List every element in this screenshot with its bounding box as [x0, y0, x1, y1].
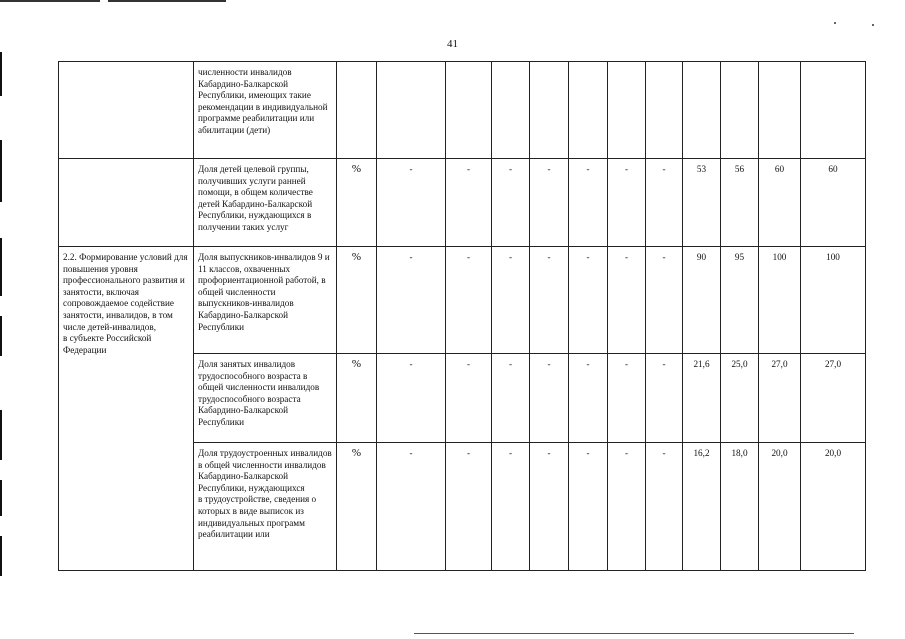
value-cell: - — [530, 443, 569, 571]
value-cell: - — [608, 354, 646, 443]
unit-cell: % — [337, 247, 377, 354]
bottom-rule — [414, 633, 854, 634]
value-cell: 18,0 — [721, 443, 759, 571]
value-cell: 27,0 — [801, 354, 866, 443]
value-cell: - — [377, 354, 446, 443]
task-cell: 2.2. Формирование условий для повышения уровня профессионального развития и занятости, включая сопровождаемое содействие занятости, инвалидов, в том числе детей-инвалидов, в субъекте Российской Федерации — [59, 247, 194, 571]
value-cell: - — [646, 443, 683, 571]
scan-speck — [834, 22, 836, 24]
value-cell: 95 — [721, 247, 759, 354]
value-cell: - — [446, 159, 492, 247]
value-cell — [759, 62, 801, 159]
indicator-cell: Доля трудоустроенных инвалидов в общей численности инвалидов Кабардино-Балкарской Республики, нуждающихся в трудоустройстве, сведения о которых в виде выписок из индивидуальных программ реабилитации или — [194, 443, 337, 571]
value-cell: 60 — [759, 159, 801, 247]
value-cell: 20,0 — [801, 443, 866, 571]
value-cell: 21,6 — [683, 354, 721, 443]
value-cell: - — [377, 159, 446, 247]
indicator-cell: Доля занятых инвалидов трудоспособного возраста в общей численности инвалидов трудоспособного возраста Кабардино-Балкарской Республики — [194, 354, 337, 443]
value-cell — [683, 62, 721, 159]
value-cell: - — [492, 247, 530, 354]
value-cell — [801, 62, 866, 159]
value-cell — [492, 62, 530, 159]
value-cell: - — [646, 247, 683, 354]
binder-mark — [0, 52, 2, 96]
value-cell: 20,0 — [759, 443, 801, 571]
unit-cell: % — [337, 443, 377, 571]
value-cell — [377, 62, 446, 159]
value-cell: - — [569, 247, 608, 354]
table-row — [59, 159, 866, 247]
binder-mark — [0, 536, 2, 576]
binder-mark — [0, 238, 2, 296]
value-cell: - — [492, 354, 530, 443]
binder-mark — [0, 316, 2, 356]
binder-mark — [0, 140, 2, 202]
task-cell — [59, 159, 194, 247]
unit-cell — [337, 62, 377, 159]
value-cell: 100 — [759, 247, 801, 354]
value-cell: 56 — [721, 159, 759, 247]
unit-cell: % — [337, 159, 377, 247]
unit-cell: % — [337, 354, 377, 443]
value-cell: 90 — [683, 247, 721, 354]
table-row — [59, 247, 866, 354]
value-cell: - — [608, 443, 646, 571]
value-cell: - — [492, 159, 530, 247]
value-cell: - — [646, 159, 683, 247]
indicator-cell: численности инвалидов Кабардино-Балкарской Республики, имеющих такие рекомендации в индивидуальной программе реабилитации или абилитации (дети) — [194, 62, 337, 159]
task-cell — [59, 62, 194, 159]
value-cell — [446, 62, 492, 159]
value-cell — [608, 62, 646, 159]
value-cell: - — [569, 443, 608, 571]
binder-mark — [0, 410, 2, 460]
value-cell: - — [569, 159, 608, 247]
value-cell: - — [530, 159, 569, 247]
indicators-table — [58, 61, 866, 571]
value-cell: - — [446, 354, 492, 443]
table-row — [59, 62, 866, 159]
scan-top-line — [0, 0, 100, 2]
value-cell: - — [569, 354, 608, 443]
value-cell: - — [446, 443, 492, 571]
value-cell: 100 — [801, 247, 866, 354]
value-cell: 53 — [683, 159, 721, 247]
value-cell: - — [492, 443, 530, 571]
value-cell: - — [646, 354, 683, 443]
value-cell: - — [530, 354, 569, 443]
value-cell — [530, 62, 569, 159]
value-cell: - — [608, 159, 646, 247]
value-cell: 27,0 — [759, 354, 801, 443]
value-cell: 60 — [801, 159, 866, 247]
value-cell: 16,2 — [683, 443, 721, 571]
indicator-cell: Доля выпускников-инвалидов 9 и 11 классов, охваченных профориентационной работой, в общей численности выпускников-инвалидов Кабардино-Балкарской Республики — [194, 247, 337, 354]
page-number: 41 — [447, 38, 458, 50]
value-cell: - — [530, 247, 569, 354]
value-cell: 25,0 — [721, 354, 759, 443]
scan-top-line — [108, 0, 226, 2]
value-cell: - — [608, 247, 646, 354]
value-cell: - — [377, 443, 446, 571]
value-cell — [569, 62, 608, 159]
scan-speck — [872, 24, 874, 26]
value-cell — [646, 62, 683, 159]
binder-mark — [0, 480, 2, 516]
value-cell: - — [446, 247, 492, 354]
value-cell: - — [377, 247, 446, 354]
value-cell — [721, 62, 759, 159]
indicator-cell: Доля детей целевой группы, получивших услуги ранней помощи, в общем количестве детей Кабардино-Балкарской Республики, нуждающихся в получении таких услуг — [194, 159, 337, 247]
